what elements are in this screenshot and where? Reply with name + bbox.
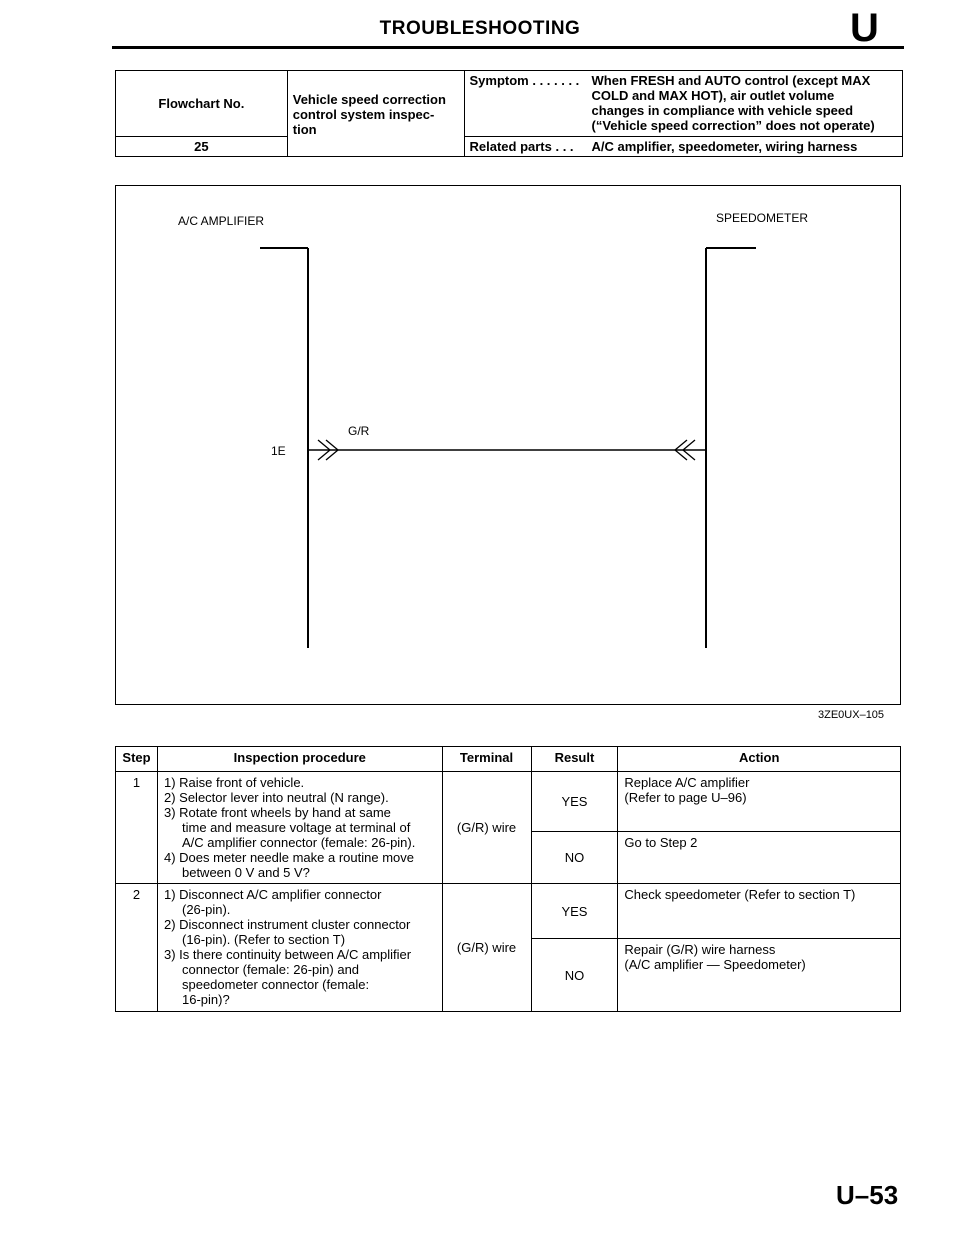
action-line: Go to Step 2 [624, 835, 698, 851]
symptom-line: changes in compliance with vehicle speed [591, 103, 854, 118]
symptom-line: When FRESH and AUTO control (except MAX [591, 73, 871, 88]
action-line: Repair (G/R) wire harness [624, 942, 776, 957]
step-procedure [157, 884, 442, 1012]
page-number: U–53 [836, 1180, 899, 1210]
procedure-line: 4) Does meter needle make a routine move [163, 850, 414, 865]
step-terminal: (G/R) wire [442, 884, 531, 1012]
header-result: Result [531, 747, 618, 772]
table-row [116, 772, 901, 832]
amplifier-label: A/C AMPLIFIER [178, 214, 265, 228]
wire-color-label: G/R [348, 424, 370, 438]
result-yes: YES [531, 772, 618, 832]
procedure-line: 3) Rotate front wheels by hand at same [163, 805, 391, 820]
header-terminal: Terminal [442, 747, 531, 772]
step-number: 1 [116, 772, 158, 884]
procedure-line: between 0 V and 5 V? [181, 865, 310, 880]
action-line: Replace A/C amplifier [624, 775, 750, 790]
procedure-line: 3) Is there continuity between A/C amplifier [163, 947, 412, 962]
procedure-line: 2) Disconnect instrument cluster connector [163, 917, 411, 932]
related-parts-value: A/C amplifier, speedometer, wiring harness [591, 139, 858, 154]
procedure-line: connector (female: 26-pin) and [181, 962, 360, 977]
step-number: 2 [116, 884, 158, 1012]
symptom-line: COLD and MAX HOT), air outlet volume [591, 88, 835, 103]
procedure-line: 16-pin)? [181, 992, 230, 1007]
flowchart-number: 25 [194, 139, 209, 154]
action-line: Check speedometer (Refer to section T) [624, 887, 856, 902]
result-yes: YES [531, 884, 618, 939]
action-yes [618, 772, 901, 832]
page-title: TROUBLESHOOTING [379, 18, 581, 39]
procedure-line: 1) Raise front of vehicle. [163, 775, 305, 790]
header-inspection-procedure: Inspection procedure [157, 747, 442, 772]
terminal-label: 1E [271, 444, 286, 458]
speedometer-label: SPEEDOMETER [716, 211, 809, 225]
action-line: (Refer to page U–96) [624, 790, 747, 805]
result-no: NO [531, 939, 618, 1012]
action-line: (A/C amplifier — Speedometer) [624, 957, 806, 972]
flowchart-label: Flowchart No. [158, 96, 245, 111]
header-step: Step [116, 747, 158, 772]
related-parts-label: Related parts . . . [469, 139, 574, 154]
inspection-name-line: tion [292, 122, 317, 137]
step-terminal: (G/R) wire [442, 772, 531, 884]
symptom-line: (“Vehicle speed correction” does not operate) [591, 118, 875, 133]
action-no [618, 939, 901, 1012]
result-no: NO [531, 832, 618, 884]
inspection-name-line: control system inspec- [292, 107, 435, 122]
procedure-line: time and measure voltage at terminal of [181, 820, 411, 835]
procedure-line: (16-pin). (Refer to section T) [181, 932, 346, 947]
procedure-line: speedometer connector (female: [181, 977, 370, 992]
action-yes [618, 884, 901, 939]
header-action: Action [618, 747, 901, 772]
action-no [618, 832, 901, 884]
inspection-name-line: Vehicle speed correction [292, 92, 446, 107]
step-procedure [157, 772, 442, 884]
diagram-code: 3ZE0UX–105 [818, 709, 885, 721]
procedure-line: 2) Selector lever into neutral (N range). [163, 790, 389, 805]
procedure-line: (26-pin). [181, 902, 231, 917]
procedure-line: 1) Disconnect A/C amplifier connector [163, 887, 382, 902]
procedure-line: A/C amplifier connector (female: 26-pin). [181, 835, 416, 850]
inspection-steps-table [115, 746, 901, 1012]
symptom-label: Symptom . . . . . . . [469, 73, 580, 88]
table-row [116, 884, 901, 939]
section-letter: U [850, 6, 879, 50]
